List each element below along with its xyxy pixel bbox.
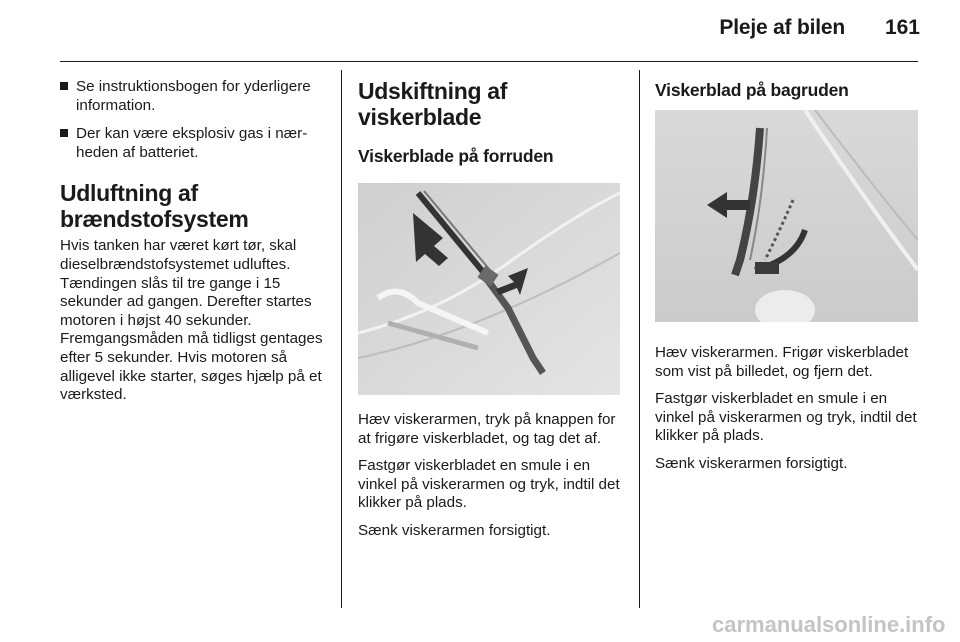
front-wiper-step-2: Fastgør viskerbladet en smule i en vinkel på viskerarmen og tryk, indtil det klikker på plads. [358,457,620,512]
page-number: 161 [884,16,920,39]
header-rule [60,61,918,62]
subheading-front-wiper: Viskerblade på forruden [358,146,554,166]
column-middle [358,78,624,550]
watermark: carmanualsonline.info [712,612,946,637]
column-right [655,78,921,483]
bullet-item: Se instruktionsbogen for yderligere information. [60,78,328,115]
front-wiper-step-1: Hæv viskerarmen, tryk på knappen for at frigøre viskerbladet, og tag det af. [358,411,616,447]
bullet-square-icon [60,129,68,137]
section-title: Pleje af bilen [719,16,845,39]
subheading-rear-wiper: Viskerblad på bagruden [655,80,849,100]
column-divider-1 [341,70,342,608]
rear-wiper-step-2: Fastgør viskerbladet en smule i en vinkel på viskerarmen og tryk, indtil det klikker på plads. [655,390,917,445]
column-divider-2 [639,70,640,608]
column-left [60,78,328,405]
fuel-system-paragraph: Hvis tanken har været kørt tør, skal dieselbrændstofsystemet udluftes. Tændingen slås til tre gange i 15 sekunder ad gangen. Derefter startes motoren i højst 40 sekunder. Fremgangsmåden må tidligst gentages efter 5 sekunder. Hvis motoren så alligevel ikke starter, søges hjælp på et værksted. [60,237,323,404]
bullet-item: Der kan være eksplosiv gas i nærheden af batteriet. [60,125,328,162]
rear-wiper-illustration [655,110,918,322]
heading-wiper-replacement: Udskiftning af viskerblade [358,78,508,130]
rear-wiper-step-1: Hæv viskerarmen. Frigør viskerbladet som vist på billedet, og fjern det. [655,344,909,380]
heading-fuel-system: Udluftning af brændstofsystem [60,180,249,233]
front-wiper-step-3: Sænk viskerarmen forsigtigt. [358,521,551,539]
rear-wiper-step-3: Sænk viskerarmen forsigtigt. [655,454,848,472]
bullet-square-icon [60,82,68,90]
front-wiper-illustration [358,183,620,395]
